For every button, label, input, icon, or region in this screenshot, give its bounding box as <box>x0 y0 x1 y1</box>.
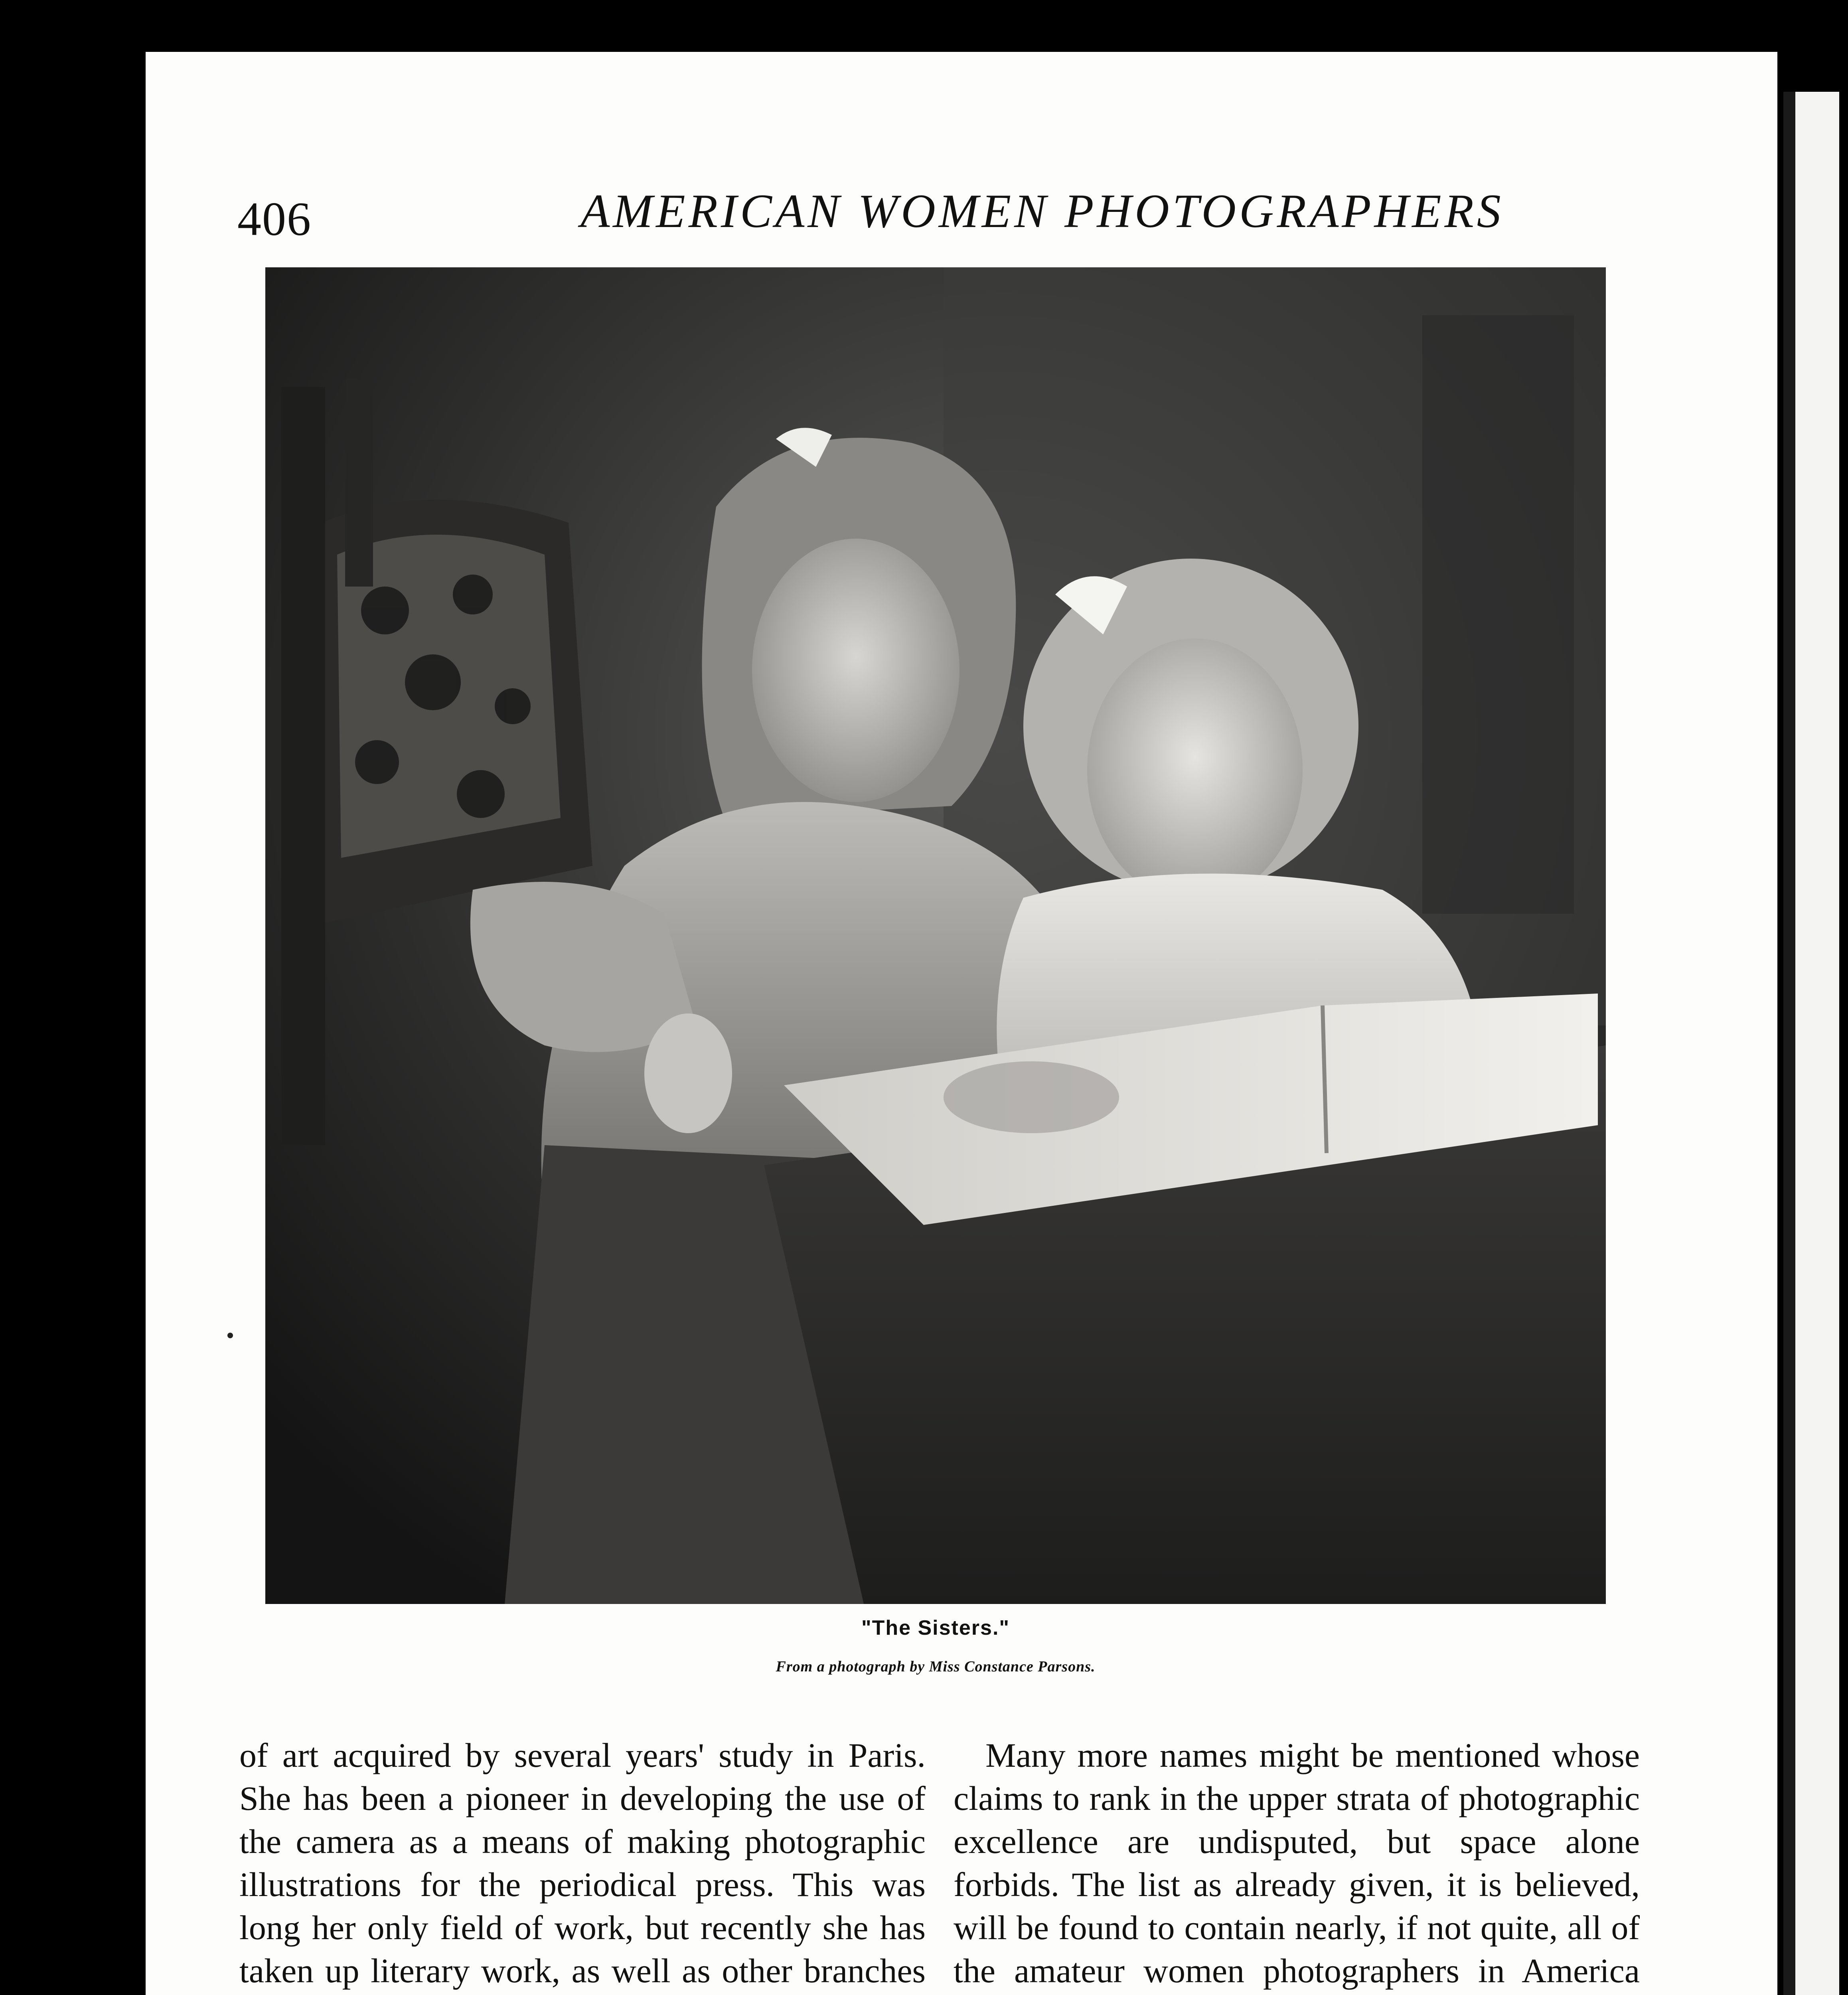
page-number: 406 <box>237 192 312 245</box>
running-title: AMERICAN WOMEN PHOTOGRAPHERS <box>580 184 1504 237</box>
photograph-icon <box>265 267 1606 1604</box>
page-header <box>237 184 1706 263</box>
book-page <box>146 52 1777 1995</box>
right-column <box>954 1734 1640 1995</box>
photo-caption-title: "The Sisters." <box>861 1616 1010 1639</box>
photo-caption-credit: From a photograph by Miss Constance Parsons. <box>776 1658 1096 1675</box>
photograph-the-sisters <box>265 267 1606 1604</box>
left-column <box>239 1734 926 1995</box>
paragraph: of art acquired by several years' study in Paris. She has been a pioneer in developing the use of the camera as a means of making photographic illustrations for the periodical press. This was long her only field of work, but recently she has taken up literary work, as well as other branches <box>239 1736 926 1990</box>
speck <box>227 1333 233 1338</box>
paragraph: Many more names might be mentioned whose claims to rank in the upper strata of photographic excellence are undisputed, but space alone forbids. The list as already given, it is believed, will be found to contain nearly, if not quite, all of the amateur women photographers in America <box>954 1736 1640 1990</box>
facing-page-edge <box>1783 92 1839 1995</box>
